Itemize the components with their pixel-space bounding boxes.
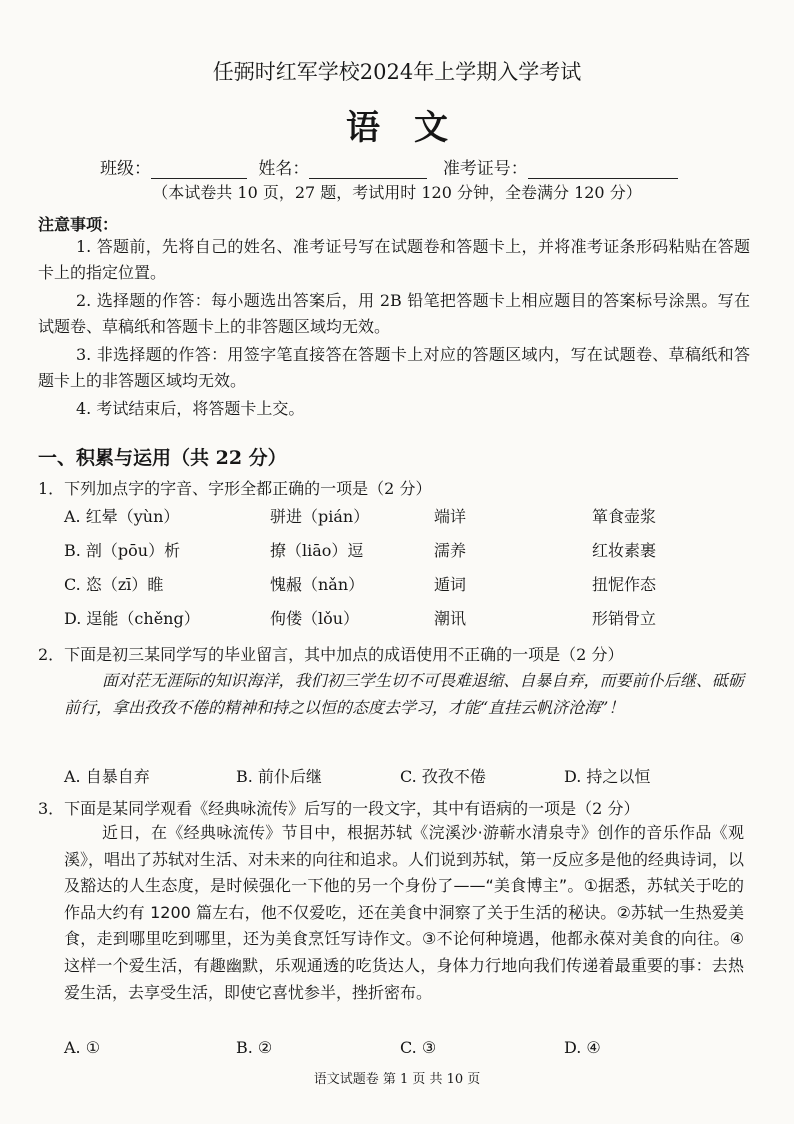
question-3-passage: 近日，在《经典咏流传》节目中，根据苏轼《浣溪沙·游蕲水清泉寺》创作的音乐作品《观溪》，唱出了苏轼对生活、对未来的向往和追求。人们说到苏轼，第一反应多是他的经典诗词，以及豁达的人生态度，是时候强化一下他的另一个身份了——“美食博主”。①据悉，苏轼关于吃的作品大约有 1200 篇左右，他不仅爱吃，还在美食中洞察了关于生活的秘诀。②苏轼一生热爱美食，走到哪里吃到哪里，还为美食烹饪写诗作文。③不论何种境遇，他都永葆对美食的向往。④这样一个爱生活，有趣幽默，乐观通透的吃货达人，身体力行地向我们传递着最重要的事：去热爱生活，去享受生活，即使它喜忧参半，挫折密布。 (64, 823, 745, 1002)
question-2-stem: 2．下面是初三某同学写的毕业留言，其中加点的成语使用不正确的一项是（2 分） (38, 645, 624, 664)
name-label: 姓名： (258, 159, 310, 179)
q1-option-a-2: 骈进（pián） (270, 507, 370, 526)
subject-title: 语文 (346, 108, 482, 148)
exam-no-field[interactable] (528, 161, 678, 179)
q1-option-d-4: 形销骨立 (592, 609, 657, 628)
q3-option-d[interactable]: D. ④ (564, 1038, 601, 1057)
school-title: 任弼时红军学校2024年上学期入学考试 (212, 60, 582, 84)
q1-option-b-4: 红妆素裹 (592, 541, 657, 560)
exam-no-label: 准考证号： (442, 159, 528, 179)
name-field[interactable] (309, 161, 427, 179)
page-footer: 语文试题卷 第 1 页 共 10 页 (313, 1072, 481, 1087)
q1-option-b-3: 濡养 (434, 541, 467, 560)
q1-option-d-2: 佝偻（lǒu） (270, 609, 360, 628)
q1-option-c-4: 扭怩作态 (592, 575, 657, 594)
q1-option-a-1[interactable]: A. 红晕（yùn） (64, 507, 180, 526)
q2-option-d[interactable]: D. 持之以恒 (564, 767, 651, 786)
notes-title: 注意事项： (38, 215, 119, 234)
q1-option-a-4: 箪食壶浆 (592, 507, 657, 526)
question-1-stem: 1．下列加点字的字音、字形全都正确的一项是（2 分） (38, 479, 432, 498)
section-title: 一、积累与运用（共 22 分） (38, 447, 287, 469)
q2-option-b[interactable]: B. 前仆后继 (236, 767, 322, 786)
q3-option-b[interactable]: B. ② (236, 1038, 273, 1057)
q1-option-b-2: 撩（liāo）逗 (270, 541, 364, 560)
q1-option-c-3: 遁词 (434, 575, 467, 594)
note-item: 3. 非选择题的作答：用签字笔直接答在答题卡上对应的答题区域内，写在试题卷、草稿纸和答题卡上的非答题区域均无效。 (38, 345, 750, 390)
q1-option-d-1[interactable]: D. 逞能（chěng） (64, 609, 200, 628)
note-item: 4. 考试结束后，将答题卡上交。 (76, 399, 305, 418)
question-2-passage: 面对茫无涯际的知识海洋，我们初三学生切不可畏难退缩、自暴自弃，而要前仆后继、砥砺前行，拿出孜孜不倦的精神和持之以恒的态度去学习，才能“直挂云帆济沧海”！ (64, 671, 744, 717)
exam-info: （本试卷共 10 页，27 题，考试用时 120 分钟，全卷满分 120 分） (152, 183, 642, 202)
q2-option-a[interactable]: A. 自暴自弃 (64, 767, 150, 786)
q1-option-c-2: 愧赧（nǎn） (270, 575, 365, 594)
note-item: 1. 答题前，先将自己的姓名、准考证号写在试题卷和答题卡上，并将准考证条形码粘贴在答题卡上的指定位置。 (38, 237, 750, 282)
q1-option-a-3: 端详 (434, 507, 467, 526)
q1-option-b-1[interactable]: B. 剖（pōu）析 (64, 541, 181, 560)
q2-option-c[interactable]: C. 孜孜不倦 (400, 767, 486, 786)
q1-option-c-1[interactable]: C. 恣（zī）睢 (64, 575, 164, 594)
student-info-row (100, 154, 678, 179)
class-label: 班级： (100, 159, 151, 179)
q1-option-d-3: 潮讯 (434, 609, 467, 628)
class-field[interactable] (151, 161, 247, 179)
question-3-stem: 3．下面是某同学观看《经典咏流传》后写的一段文字，其中有语病的一项是（2 分） (38, 799, 640, 818)
q3-option-c[interactable]: C. ③ (400, 1038, 437, 1057)
q3-option-a[interactable]: A. ① (64, 1038, 101, 1057)
note-item: 2. 选择题的作答：每小题选出答案后，用 2B 铅笔把答题卡上相应题目的答案标号涂黑。写在试题卷、草稿纸和答题卡上的非答题区域均无效。 (38, 291, 750, 336)
